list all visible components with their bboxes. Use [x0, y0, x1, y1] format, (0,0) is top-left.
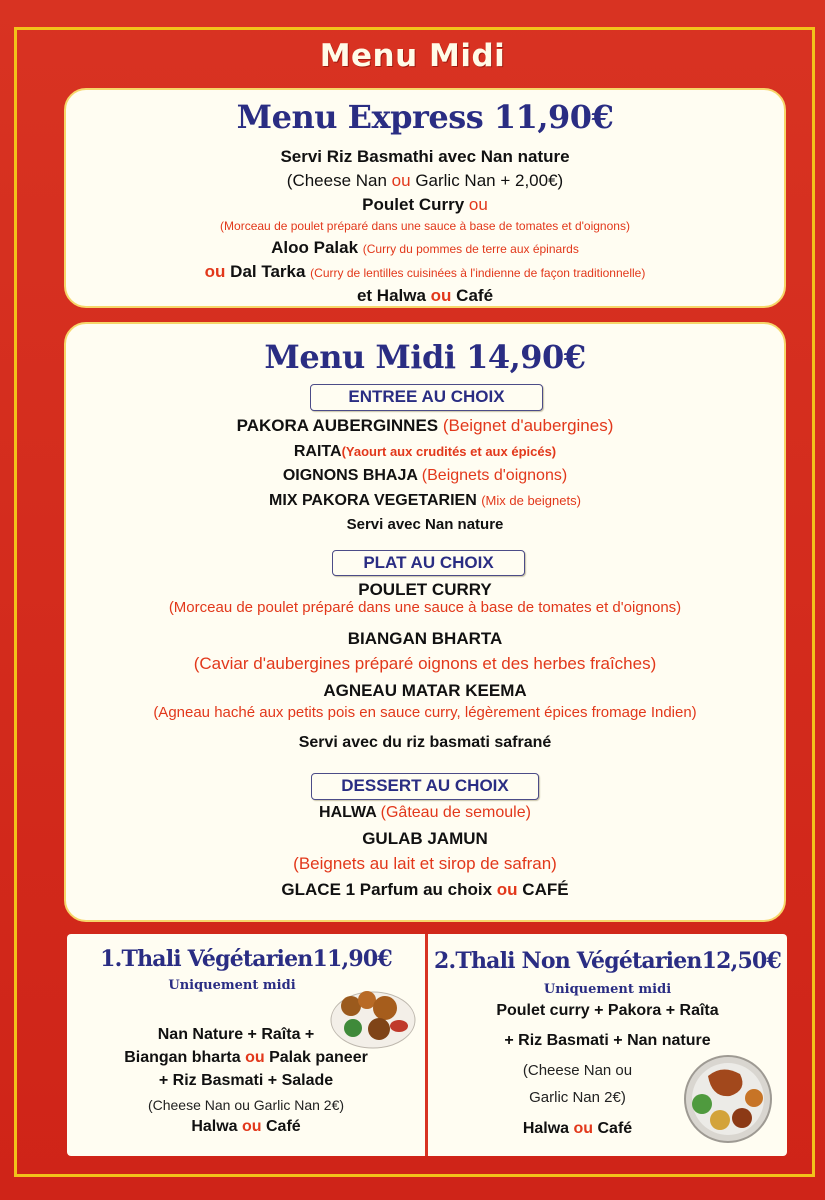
express-line2: (Cheese Nan ou Garlic Nan + 2,00€) [286, 171, 564, 190]
thali-non-vegetarian [428, 934, 787, 1156]
express-title: Menu Express 11,90€ [236, 98, 614, 136]
thali2-line4: Garlic Nan 2€) [529, 1089, 626, 1106]
plat-box: PLAT AU CHOIX [332, 550, 525, 576]
plat-item-2-desc: (Caviar d'aubergines préparé oignons et des herbes fraîches) [193, 654, 657, 673]
dessert-item-1: HALWA (Gâteau de semoule) [319, 804, 531, 821]
dessert-box: DESSERT AU CHOIX [311, 773, 539, 800]
thali2-subtitle: Uniquement midi [543, 982, 672, 997]
thali1-subtitle: Uniquement midi [168, 978, 296, 993]
plat-item-1-desc: (Morceau de poulet préparé dans une sauce à base de tomates et d'oignons) [168, 599, 682, 616]
dessert-item-2-desc: (Beignets au lait et sirop de safran) [293, 854, 557, 873]
menu-midi-panel [64, 322, 786, 922]
dessert-item-3: GLACE 1 Parfum au choix ou CAFÉ [281, 880, 569, 899]
menu-express-panel [64, 88, 786, 308]
entree-item-1: PAKORA AUBERGINNES (Beignet d'aubergines) [236, 416, 614, 435]
entree-item-2: RAITA(Yaourt aux crudités et aux épicés) [293, 443, 557, 460]
plat-item-3: AGNEAU MATAR KEEMA [323, 681, 527, 700]
thali1-line4: (Cheese Nan ou Garlic Nan 2€) [147, 1097, 345, 1113]
express-line3: Poulet Curry ou [362, 195, 488, 214]
plat-item-3-desc: (Agneau haché aux petits pois en sauce curry, légèrement épices fromage Indien) [153, 704, 697, 721]
thali2-line2: + Riz Basmati + Nan nature [504, 1032, 711, 1049]
entree-note: Servi avec Nan nature [346, 516, 504, 533]
entree-item-3: OIGNONS BHAJA (Beignets d'oignons) [282, 467, 568, 484]
dessert-item-2: GULAB JAMUN [362, 829, 488, 848]
menu-title: Menu Midi [319, 38, 506, 74]
plat-note: Servi avec du riz basmati safrané [298, 734, 552, 751]
thali1-line2: Biangan bharta ou Palak paneer [124, 1049, 368, 1066]
thali2-line3: (Cheese Nan ou [522, 1062, 633, 1079]
express-line1: Servi Riz Basmathi avec Nan nature [280, 147, 570, 166]
express-line7: et Halwa ou Café [356, 286, 494, 305]
thali1-title: 1.Thali Végétarien11,90€ [100, 946, 392, 972]
express-line6: ou Dal Tarka (Curry de lentilles cuisinées à l'indienne de façon traditionnelle) [204, 262, 646, 281]
midi-title: Menu Midi 14,90€ [264, 338, 586, 376]
thali1-line1: Nan Nature + Raîta + [157, 1026, 315, 1043]
express-line5: Aloo Palak (Curry du pommes de terre aux épinards [271, 238, 579, 257]
thali1-line3: + Riz Basmati + Salade [158, 1072, 334, 1089]
plat-item-1: POULET CURRY [358, 580, 492, 599]
thali1-line5: Halwa ou Café [191, 1118, 301, 1135]
thali-vegetarian [67, 934, 425, 1156]
entree-item-4: MIX PAKORA VEGETARIEN (Mix de beignets) [269, 492, 581, 509]
thali-panel [67, 934, 787, 1156]
thali2-line1: Poulet curry + Pakora + Raîta [496, 1002, 719, 1019]
thali-plate-icon [682, 1054, 774, 1144]
express-line4: (Morceau de poulet préparé dans une sauce à base de tomates et d'oignons) [220, 219, 630, 233]
entree-box: ENTREE AU CHOIX [310, 384, 543, 411]
thali2-line5: Halwa ou Café [522, 1120, 633, 1137]
thali2-title: 2.Thali Non Végétarien12,50€ [434, 948, 781, 974]
plat-item-2: BIANGAN BHARTA [347, 629, 503, 648]
